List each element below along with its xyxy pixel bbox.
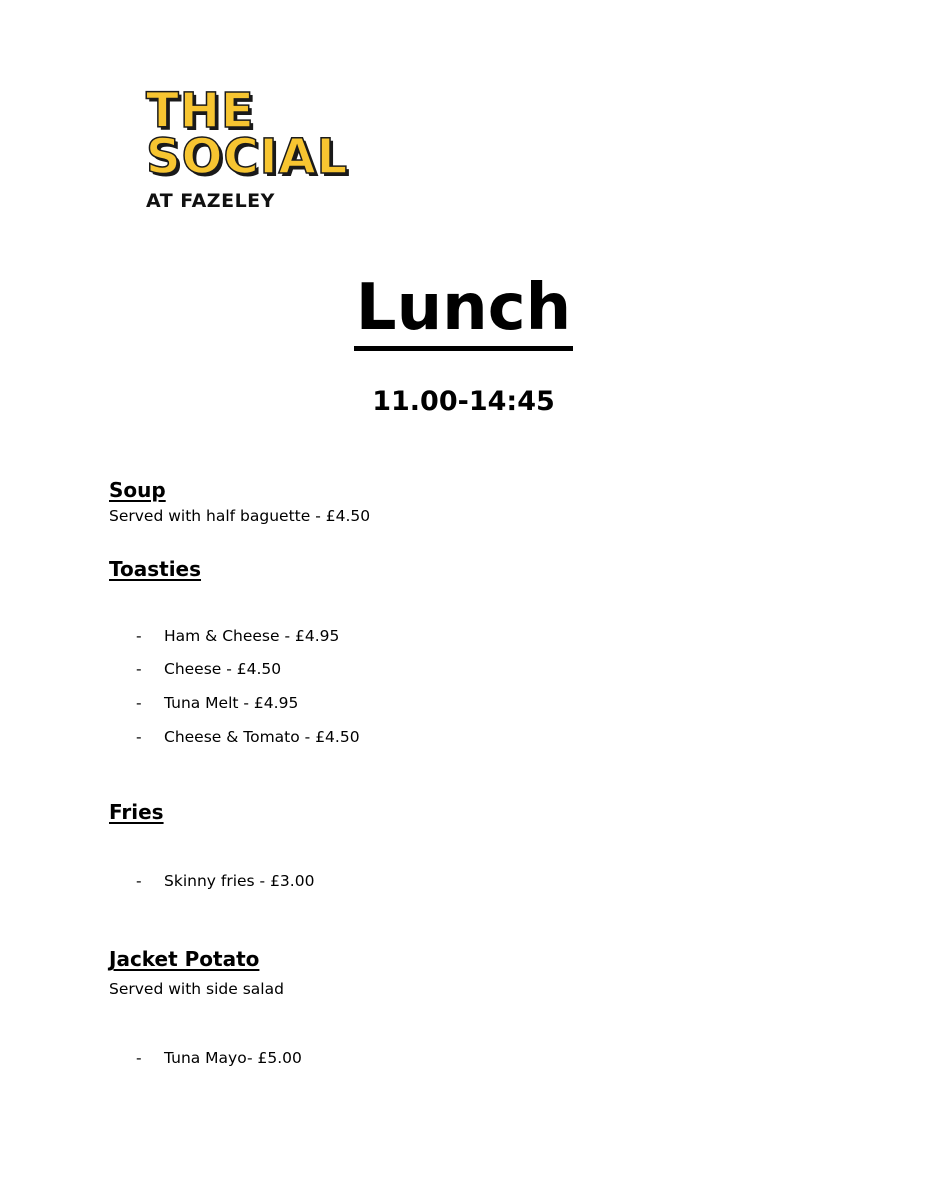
list-item — [136, 872, 314, 890]
bullet-dash: - — [136, 694, 142, 712]
item-text: Cheese & Tomato - £4.50 — [164, 728, 360, 746]
list-item — [136, 627, 339, 645]
section-heading-jacket-potato: Jacket Potato — [109, 947, 260, 971]
logo-line-location: AT FAZELEY — [146, 190, 275, 212]
item-text: Ham & Cheese - £4.95 — [164, 627, 340, 645]
item-text: Tuna Melt - £4.95 — [164, 694, 299, 712]
section-description-jacket-potato: Served with side salad — [109, 980, 284, 998]
item-text: Cheese - £4.50 — [164, 660, 282, 678]
logo — [146, 83, 386, 212]
section-heading-toasties: Toasties — [109, 557, 202, 581]
bullet-dash: - — [136, 660, 142, 678]
item-text: Tuna Mayo- £5.00 — [164, 1049, 302, 1067]
bullet-dash: - — [136, 1049, 142, 1067]
section-heading-soup: Soup — [109, 478, 166, 502]
list-item — [136, 1049, 302, 1067]
item-text: Skinny fries - £3.00 — [164, 872, 315, 890]
list-item — [136, 728, 360, 746]
section-description-soup: Served with half baguette - £4.50 — [109, 507, 371, 525]
logo-line-the: THE — [146, 83, 255, 139]
section-heading-fries: Fries — [109, 800, 164, 824]
menu-title-text: Lunch — [354, 272, 573, 351]
serving-hours: 11.00-14:45 — [372, 386, 555, 417]
logo-line-social: SOCIAL — [146, 129, 349, 185]
bullet-dash: - — [136, 872, 142, 890]
menu-title — [0, 272, 927, 351]
bullet-dash: - — [136, 728, 142, 746]
list-item — [136, 660, 281, 678]
list-item — [136, 694, 298, 712]
bullet-dash: - — [136, 627, 142, 645]
